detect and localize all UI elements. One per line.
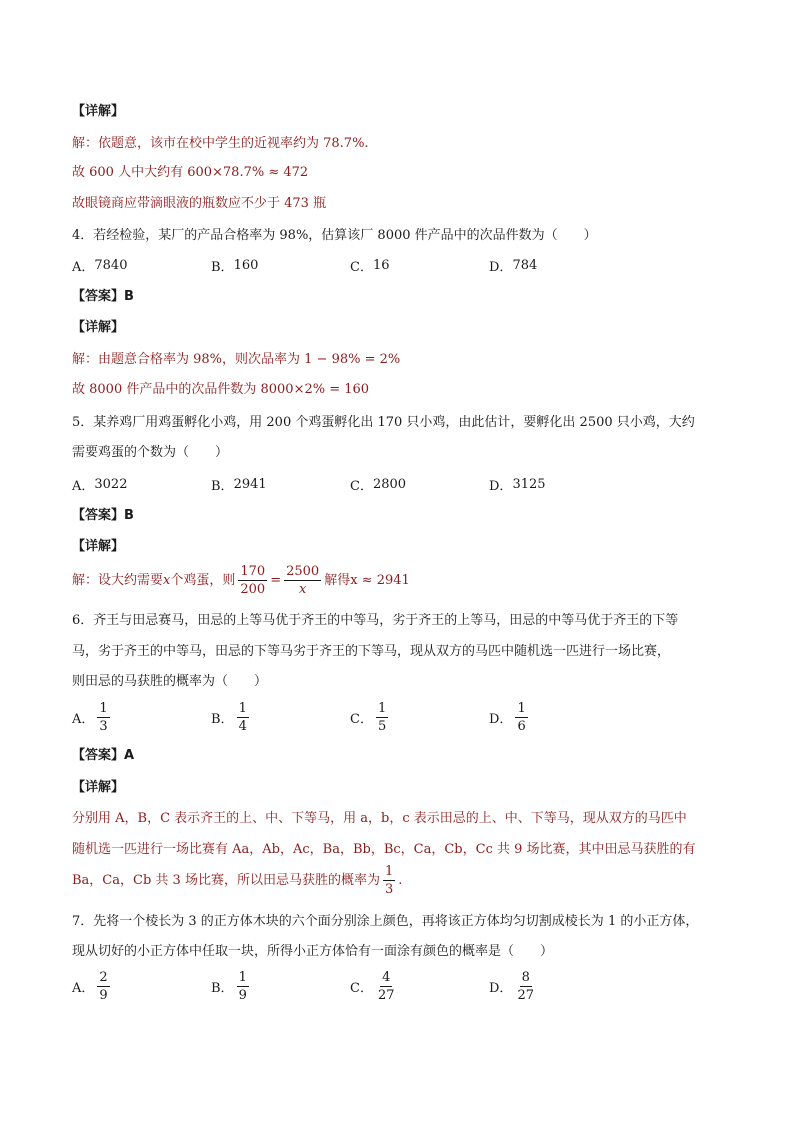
q7-stem-2: 现从切好的小正方体中任取一块，所得小正方体恰有一面涂有颜色的概率是（ ） bbox=[72, 944, 554, 959]
q5-stem-1: 5．某养鸡厂用鸡蛋孵化小鸡，用 200 个鸡蛋孵化出 170 只小鸡，由此估计，要孵化出 2500 只小鸡，大约 bbox=[72, 415, 695, 430]
q6-option-a[interactable]: A． $\frac{1}{3}$ bbox=[72, 701, 108, 734]
q5-fraction-1: $\frac{170}{200}$ bbox=[240, 564, 266, 597]
q5-option-c[interactable]: C． 2800 bbox=[350, 477, 407, 494]
q4-option-d[interactable]: D． 784 bbox=[489, 258, 538, 275]
q6-options bbox=[72, 700, 628, 735]
q5-stem-2: 需要鸡蛋的个数为（ ） bbox=[72, 445, 229, 460]
q4-stem: 4．若经检验，某厂的产品合格率为 98%，估算该厂 8000 件产品中的次品件数为（ ） bbox=[72, 228, 597, 243]
q6-option-b[interactable]: B． $\frac{1}{4}$ bbox=[211, 701, 247, 734]
q4-options bbox=[72, 256, 628, 275]
q6-detail-label: 【详解】 bbox=[72, 780, 125, 795]
q7-option-c[interactable]: C． $\frac{4}{27}$ bbox=[350, 970, 395, 1003]
q5-detail-label: 【详解】 bbox=[72, 539, 125, 554]
q7-option-b[interactable]: B． $\frac{1}{9}$ bbox=[211, 970, 247, 1003]
q5-fraction-2: $\frac{2500}{x}$ bbox=[286, 564, 320, 597]
q5-answer: 【答案】B bbox=[72, 508, 134, 523]
q5-options bbox=[72, 475, 628, 494]
q6-stem-1: 6．齐王与田忌赛马，田忌的上等马优于齐王的中等马，劣于齐王的上等马，田忌的中等马优于齐王的下等 bbox=[72, 613, 679, 628]
q4-option-b[interactable]: B． 160 bbox=[211, 258, 259, 275]
q6-option-d[interactable]: D． $\frac{1}{6}$ bbox=[489, 701, 526, 734]
q6-detail-line-1: 分别用 A，B，C 表示齐王的上、中、下等马，用 a，b，c 表示田忌的上、中、下等马，现从双方的马匹中 bbox=[72, 811, 687, 826]
q5-option-a[interactable]: A． 3022 bbox=[72, 477, 128, 494]
q6-answer: 【答案】A bbox=[72, 748, 135, 763]
q5-option-d[interactable]: D． 3125 bbox=[489, 477, 546, 494]
q3-detail-line-2: 故 600 人中大约有 600×78.7% ≈ 472 bbox=[72, 165, 309, 180]
q6-option-c[interactable]: C． $\frac{1}{5}$ bbox=[350, 701, 387, 734]
q4-answer: 【答案】B bbox=[72, 289, 134, 304]
q5-detail-line: 解：设大约需要 x 个鸡蛋，则 $\frac{170}{200}$ = $\frac{2500}{x}$ 解得 x ≈ 2941 bbox=[72, 564, 410, 597]
q6-detail-line-3: Ba，Ca，Cb 共 3 场比赛，所以田忌马获胜的概率为 $\frac{1}{3}$ . bbox=[72, 864, 403, 897]
q4-option-a[interactable]: A． 7840 bbox=[72, 258, 128, 275]
q3-detail-line-1: 解：依题意，该市在校中学生的近视率约为 78.7%. bbox=[72, 136, 369, 151]
q6-detail-line-2: 随机选一匹进行一场比赛有 Aa，Ab，Ac，Ba，Bb，Bc，Ca，Cb，Cc 共 9 场比赛，其中田忌马获胜的有 bbox=[72, 842, 696, 857]
q4-option-c[interactable]: C． 16 bbox=[350, 258, 390, 275]
q7-options bbox=[72, 969, 628, 1004]
q6-stem-2: 马，劣于齐王的中等马，田忌的下等马劣于齐王的下等马，现从双方的马匹中随机选一匹进行一场比赛， bbox=[72, 644, 671, 659]
q5-option-b[interactable]: B． 2941 bbox=[211, 477, 267, 494]
q6-stem-3: 则田忌的马获胜的概率为（ ） bbox=[72, 674, 268, 689]
q4-detail-line-1: 解：由题意合格率为 98%，则次品率为 1 − 98% = 2% bbox=[72, 352, 401, 367]
q7-stem-1: 7．先将一个棱长为 3 的正方体木块的六个面分别涂上颜色，再将该正方体均匀切割成棱长为 1 的小正方体， bbox=[72, 914, 699, 929]
q4-detail-label: 【详解】 bbox=[72, 320, 125, 335]
detail-label: 【详解】 bbox=[72, 104, 125, 119]
q4-detail-line-2: 故 8000 件产品中的次品件数为 8000×2% = 160 bbox=[72, 382, 370, 397]
q7-option-d[interactable]: D． $\frac{8}{27}$ bbox=[489, 970, 534, 1003]
q3-detail-line-3: 故眼镜商应带滴眼液的瓶数应不少于 473 瓶 bbox=[72, 196, 327, 211]
q7-option-a[interactable]: A． $\frac{2}{9}$ bbox=[72, 970, 108, 1003]
q6-detail-fraction: $\frac{1}{3}$ bbox=[384, 864, 394, 897]
